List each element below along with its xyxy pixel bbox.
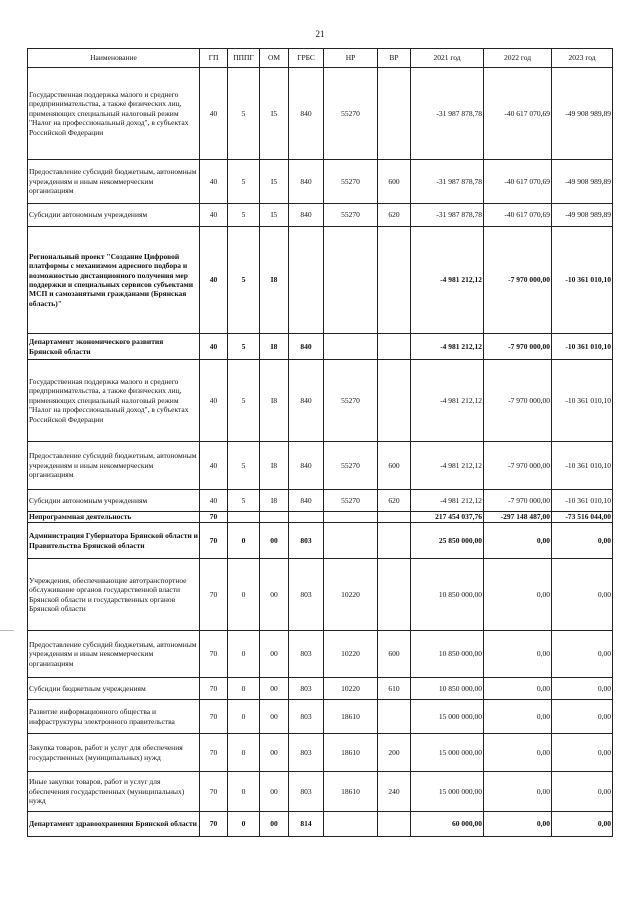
cell-nr: 10220 <box>324 559 378 631</box>
cell-name: Закупка товаров, работ и услуг для обеспечения государственных (муниципальных) нужд <box>28 734 200 772</box>
cell-name: Департамент экономического развития Брянской области <box>28 334 200 360</box>
cell-om: I5 <box>260 204 289 227</box>
cell-om <box>260 512 289 523</box>
cell-pppg: 5 <box>228 334 260 360</box>
cell-sum-2021: -4 981 212,12 <box>411 442 484 490</box>
cell-sum-2023: -49 908 989,89 <box>552 204 613 227</box>
header-pppg: ПППГ <box>228 49 260 68</box>
cell-pppg: 0 <box>228 523 260 559</box>
cell-gp: 70 <box>200 631 228 678</box>
cell-sum-2023: -10 361 010,10 <box>552 360 613 442</box>
table-row <box>28 204 613 227</box>
header-gp: ГП <box>200 49 228 68</box>
cell-sum-2023: -49 908 989,89 <box>552 68 613 160</box>
cell-gp: 40 <box>200 442 228 490</box>
table-row <box>28 812 613 837</box>
cell-sum-2021: -31 987 878,78 <box>411 68 484 160</box>
cell-sum-2023: 0,00 <box>552 678 613 700</box>
cell-vr <box>378 227 411 334</box>
cell-grbs <box>289 512 324 523</box>
header-2023: 2023 год <box>552 49 613 68</box>
table-row <box>28 559 613 631</box>
cell-grbs: 814 <box>289 812 324 837</box>
cell-nr: 10220 <box>324 678 378 700</box>
cell-vr: 600 <box>378 442 411 490</box>
cell-gp: 70 <box>200 559 228 631</box>
table-row <box>28 334 613 360</box>
table-row <box>28 360 613 442</box>
cell-nr <box>324 523 378 559</box>
table-row <box>28 160 613 204</box>
cell-sum-2022: -40 617 070,69 <box>484 68 552 160</box>
cell-name: Субсидии автономным учреждениям <box>28 490 200 512</box>
table-body <box>28 68 613 837</box>
cell-pppg: 0 <box>228 772 260 812</box>
cell-sum-2023: -10 361 010,10 <box>552 490 613 512</box>
table-row <box>28 490 613 512</box>
cell-name: Государственная поддержка малого и среднего предпринимательства, а также физических лиц, применяющих специальный налоговый режим "Налог на профессиональный доход", в субъектах Российской Федерации <box>28 68 200 160</box>
cell-vr <box>378 68 411 160</box>
cell-name: Предоставление субсидий бюджетным, автономным учреждениям и иным некоммерческим организациям <box>28 631 200 678</box>
table-row <box>28 678 613 700</box>
header-om: ОМ <box>260 49 289 68</box>
cell-nr: 55270 <box>324 68 378 160</box>
cell-name: Администрация Губернатора Брянской области и Правительства Брянской области <box>28 523 200 559</box>
cell-vr <box>378 523 411 559</box>
cell-vr <box>378 512 411 523</box>
cell-sum-2023: 0,00 <box>552 559 613 631</box>
header-name: Наименование <box>28 49 200 68</box>
cell-sum-2023: -10 361 010,10 <box>552 334 613 360</box>
header-nr: НР <box>324 49 378 68</box>
cell-sum-2022: 0,00 <box>484 678 552 700</box>
table-row <box>28 700 613 734</box>
cell-om: 00 <box>260 734 289 772</box>
cell-pppg: 0 <box>228 734 260 772</box>
table-header-row <box>28 49 613 68</box>
cell-sum-2021: 10 850 000,00 <box>411 559 484 631</box>
cell-nr: 55270 <box>324 490 378 512</box>
cell-om: I5 <box>260 160 289 204</box>
table-row <box>28 631 613 678</box>
table-row <box>28 772 613 812</box>
cell-om: I5 <box>260 68 289 160</box>
cell-sum-2023: 0,00 <box>552 631 613 678</box>
cell-sum-2022: 0,00 <box>484 812 552 837</box>
cell-sum-2022: 0,00 <box>484 734 552 772</box>
cell-sum-2023: 0,00 <box>552 734 613 772</box>
cell-sum-2021: 60 000,00 <box>411 812 484 837</box>
cell-name: Развитие информационного общества и инфраструктуры электронного правительства <box>28 700 200 734</box>
cell-nr <box>324 812 378 837</box>
cell-sum-2022: 0,00 <box>484 631 552 678</box>
cell-gp: 40 <box>200 334 228 360</box>
cell-nr <box>324 334 378 360</box>
cell-name: Субсидии автономным учреждениям <box>28 204 200 227</box>
cell-sum-2023: -10 361 010,10 <box>552 227 613 334</box>
cell-vr <box>378 559 411 631</box>
cell-om: 00 <box>260 523 289 559</box>
margin-mark <box>0 630 14 631</box>
cell-vr <box>378 700 411 734</box>
cell-nr: 18610 <box>324 700 378 734</box>
cell-vr: 620 <box>378 204 411 227</box>
cell-vr <box>378 812 411 837</box>
cell-om: I8 <box>260 334 289 360</box>
cell-pppg: 5 <box>228 490 260 512</box>
cell-om: 00 <box>260 700 289 734</box>
cell-sum-2021: 217 454 037,76 <box>411 512 484 523</box>
cell-grbs: 840 <box>289 68 324 160</box>
cell-pppg: 5 <box>228 204 260 227</box>
cell-sum-2023: 0,00 <box>552 772 613 812</box>
header-vr: ВР <box>378 49 411 68</box>
cell-sum-2021: 15 000 000,00 <box>411 700 484 734</box>
cell-nr: 55270 <box>324 360 378 442</box>
cell-sum-2021: -4 981 212,12 <box>411 490 484 512</box>
cell-pppg: 0 <box>228 678 260 700</box>
cell-name: Непрограммная деятельность <box>28 512 200 523</box>
cell-sum-2023: -73 516 044,00 <box>552 512 613 523</box>
table-row <box>28 523 613 559</box>
cell-pppg: 5 <box>228 360 260 442</box>
cell-vr: 240 <box>378 772 411 812</box>
cell-sum-2022: -7 970 000,00 <box>484 442 552 490</box>
cell-gp: 70 <box>200 512 228 523</box>
cell-nr: 55270 <box>324 204 378 227</box>
cell-nr: 10220 <box>324 631 378 678</box>
cell-grbs: 803 <box>289 523 324 559</box>
cell-sum-2021: 15 000 000,00 <box>411 772 484 812</box>
cell-gp: 70 <box>200 700 228 734</box>
cell-sum-2022: -7 970 000,00 <box>484 227 552 334</box>
cell-om: 00 <box>260 812 289 837</box>
cell-gp: 40 <box>200 227 228 334</box>
cell-pppg: 0 <box>228 631 260 678</box>
table-row <box>28 68 613 160</box>
cell-grbs: 840 <box>289 204 324 227</box>
cell-sum-2022: -7 970 000,00 <box>484 360 552 442</box>
cell-om: I8 <box>260 442 289 490</box>
cell-om: 00 <box>260 559 289 631</box>
cell-sum-2022: 0,00 <box>484 523 552 559</box>
cell-grbs: 803 <box>289 734 324 772</box>
cell-pppg: 0 <box>228 700 260 734</box>
cell-sum-2023: -10 361 010,10 <box>552 442 613 490</box>
cell-gp: 40 <box>200 490 228 512</box>
cell-gp: 70 <box>200 812 228 837</box>
cell-grbs: 840 <box>289 490 324 512</box>
cell-grbs <box>289 227 324 334</box>
budget-table <box>27 48 613 837</box>
cell-om: I8 <box>260 490 289 512</box>
cell-name: Субсидии бюджетным учреждениям <box>28 678 200 700</box>
cell-sum-2021: 15 000 000,00 <box>411 734 484 772</box>
cell-nr: 18610 <box>324 734 378 772</box>
cell-sum-2021: -4 981 212,12 <box>411 227 484 334</box>
cell-nr: 18610 <box>324 772 378 812</box>
cell-sum-2021: -4 981 212,12 <box>411 360 484 442</box>
cell-gp: 70 <box>200 523 228 559</box>
cell-vr: 600 <box>378 631 411 678</box>
cell-pppg: 0 <box>228 559 260 631</box>
cell-sum-2022: -297 148 487,00 <box>484 512 552 523</box>
cell-sum-2021: -31 987 878,78 <box>411 204 484 227</box>
cell-om: I8 <box>260 227 289 334</box>
cell-name: Учреждения, обеспечивающие автотранспортное обслуживание органов государственной власти Брянской области и государственных органов Брянской области <box>28 559 200 631</box>
cell-nr <box>324 227 378 334</box>
cell-gp: 40 <box>200 68 228 160</box>
cell-pppg: 5 <box>228 442 260 490</box>
cell-name: Иные закупки товаров, работ и услуг для обеспечения государственных (муниципальных) нужд <box>28 772 200 812</box>
cell-grbs: 840 <box>289 360 324 442</box>
cell-gp: 40 <box>200 204 228 227</box>
cell-sum-2023: 0,00 <box>552 812 613 837</box>
header-2022: 2022 год <box>484 49 552 68</box>
cell-grbs: 840 <box>289 334 324 360</box>
cell-sum-2022: -7 970 000,00 <box>484 334 552 360</box>
cell-name: Департамент здравоохранения Брянской области <box>28 812 200 837</box>
cell-sum-2021: -31 987 878,78 <box>411 160 484 204</box>
cell-om: 00 <box>260 678 289 700</box>
table-row <box>28 512 613 523</box>
cell-grbs: 803 <box>289 772 324 812</box>
cell-sum-2021: 25 850 000,00 <box>411 523 484 559</box>
table-row <box>28 734 613 772</box>
cell-sum-2021: -4 981 212,12 <box>411 334 484 360</box>
cell-nr <box>324 512 378 523</box>
cell-gp: 70 <box>200 734 228 772</box>
cell-om: 00 <box>260 631 289 678</box>
cell-gp: 40 <box>200 360 228 442</box>
cell-name: Государственная поддержка малого и среднего предпринимательства, а также физических лиц, применяющих специальный налоговый режим "Налог на профессиональный доход", в субъектах Российской Федерации <box>28 360 200 442</box>
cell-grbs: 803 <box>289 559 324 631</box>
cell-pppg: 0 <box>228 812 260 837</box>
cell-gp: 70 <box>200 678 228 700</box>
cell-grbs: 803 <box>289 700 324 734</box>
cell-vr: 600 <box>378 160 411 204</box>
cell-grbs: 803 <box>289 631 324 678</box>
cell-pppg <box>228 512 260 523</box>
header-2021: 2021 год <box>411 49 484 68</box>
cell-sum-2022: 0,00 <box>484 772 552 812</box>
cell-name: Предоставление субсидий бюджетным, автономным учреждениям и иным некоммерческим организациям <box>28 442 200 490</box>
cell-pppg: 5 <box>228 68 260 160</box>
cell-sum-2023: 0,00 <box>552 700 613 734</box>
cell-sum-2022: 0,00 <box>484 700 552 734</box>
cell-sum-2022: -40 617 070,69 <box>484 204 552 227</box>
cell-sum-2022: -40 617 070,69 <box>484 160 552 204</box>
table-row <box>28 227 613 334</box>
header-grbs: ГРБС <box>289 49 324 68</box>
cell-om: I8 <box>260 360 289 442</box>
cell-pppg: 5 <box>228 160 260 204</box>
cell-sum-2022: 0,00 <box>484 559 552 631</box>
cell-name: Региональный проект "Создание Цифровой платформы с механизмом адресного подбора и возможностью дистанционного получения мер поддержки и специальных сервисов субъектами МСП и самозанятыми гражданами (Брянская область)" <box>28 227 200 334</box>
cell-sum-2021: 10 850 000,00 <box>411 631 484 678</box>
cell-vr: 200 <box>378 734 411 772</box>
cell-sum-2023: -49 908 989,89 <box>552 160 613 204</box>
cell-vr <box>378 360 411 442</box>
page-number: 21 <box>315 29 325 39</box>
cell-name: Предоставление субсидий бюджетным, автономным учреждениям и иным некоммерческим организациям <box>28 160 200 204</box>
cell-grbs: 840 <box>289 442 324 490</box>
table-row <box>28 442 613 490</box>
cell-grbs: 803 <box>289 678 324 700</box>
cell-sum-2022: -7 970 000,00 <box>484 490 552 512</box>
cell-gp: 70 <box>200 772 228 812</box>
cell-vr: 620 <box>378 490 411 512</box>
cell-nr: 55270 <box>324 442 378 490</box>
cell-sum-2023: 0,00 <box>552 523 613 559</box>
cell-vr <box>378 334 411 360</box>
cell-pppg: 5 <box>228 227 260 334</box>
cell-grbs: 840 <box>289 160 324 204</box>
cell-om: 00 <box>260 772 289 812</box>
cell-vr: 610 <box>378 678 411 700</box>
cell-sum-2021: 10 850 000,00 <box>411 678 484 700</box>
cell-nr: 55270 <box>324 160 378 204</box>
cell-gp: 40 <box>200 160 228 204</box>
